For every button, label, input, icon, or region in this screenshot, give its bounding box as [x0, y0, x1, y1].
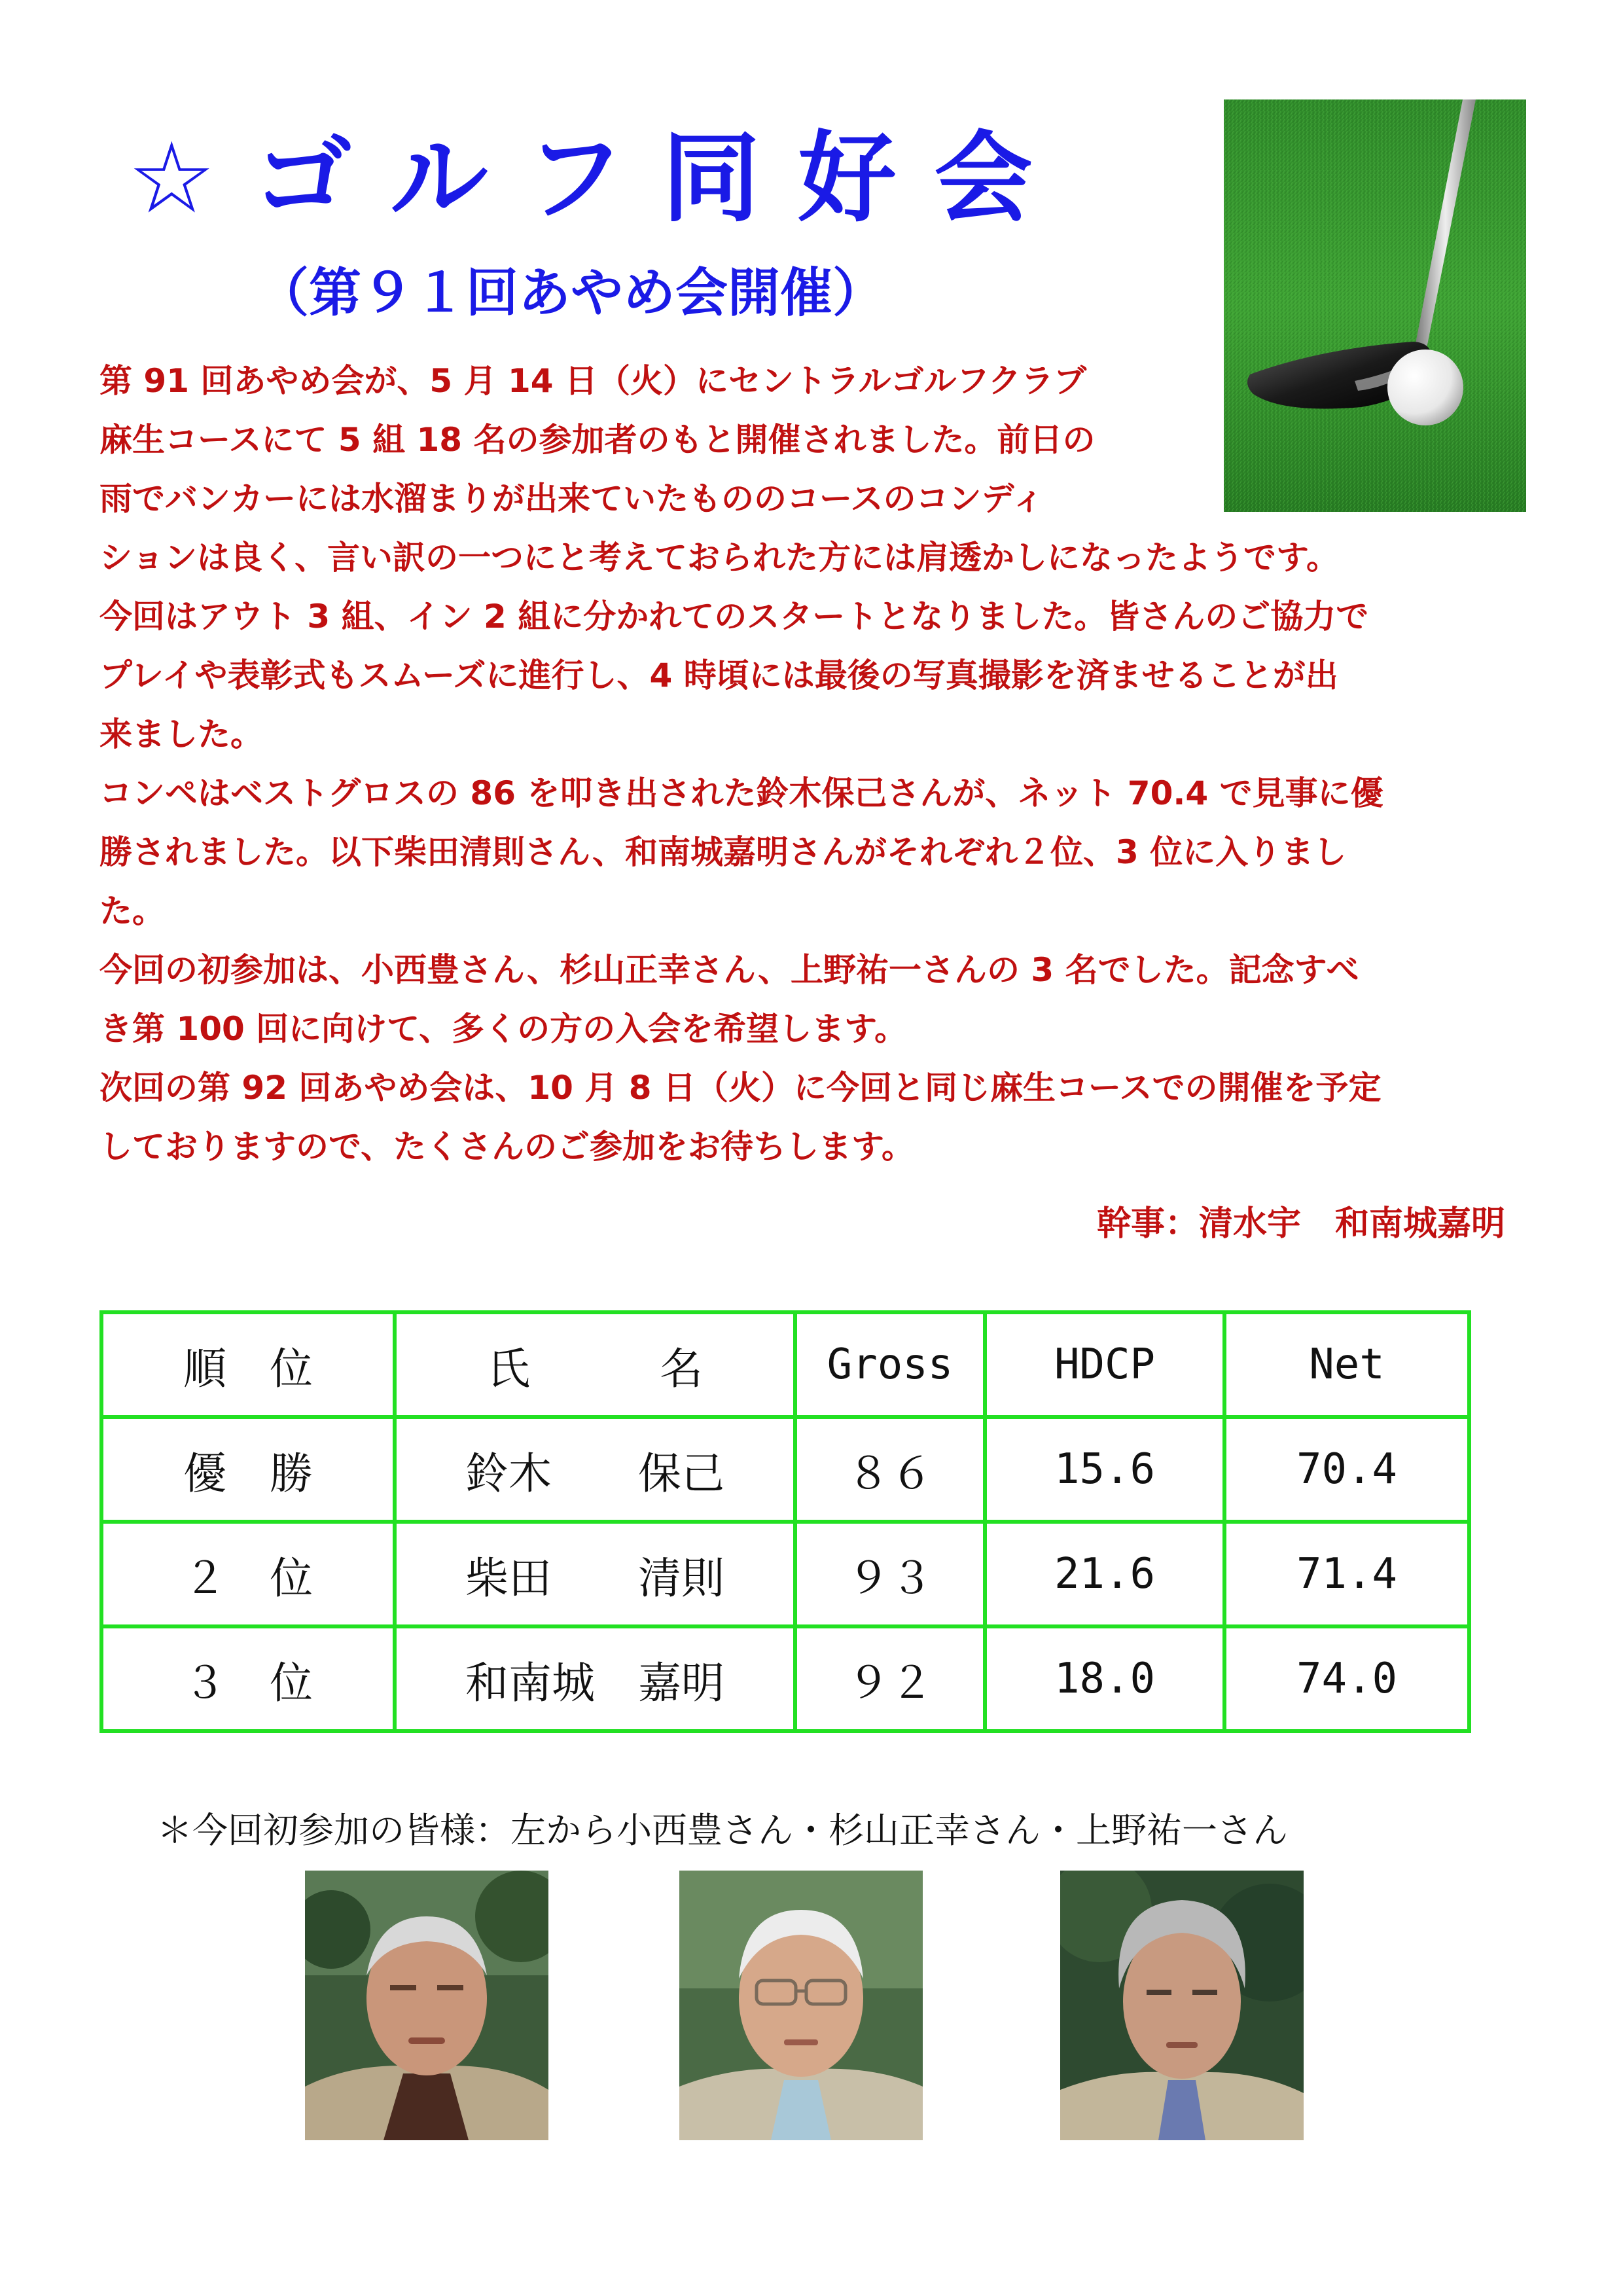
article-line: 第 91 回あやめ会が、5 月 14 日（火）にセントラルゴルフクラブ — [99, 362, 1086, 400]
gross-cell: ８６ — [795, 1417, 985, 1522]
rank-cell: ２ 位 — [101, 1522, 395, 1626]
article-line: 勝されました。以下柴田清則さん、和南城嘉明さんがそれぞれ２位、3 位に入りまし — [99, 833, 1347, 871]
article-line: コンペはベストグロスの 86 を叩き出された鈴木保己さんが、ネット 70.4 で見事に優 — [99, 774, 1383, 812]
page-title: ☆ゴルフ同好会 — [128, 122, 1071, 236]
header-hdcp: HDCP — [985, 1312, 1224, 1417]
hdcp-cell: 18.0 — [985, 1626, 1224, 1731]
results-table — [99, 1310, 1467, 1733]
rank-cell: 優 勝 — [101, 1417, 395, 1522]
name-cell: 鈴木 保己 — [395, 1417, 795, 1522]
rank-cell: ３ 位 — [101, 1626, 395, 1731]
article-line: 次回の第 92 回あやめ会は、10 月 8 日（火）に今回と同じ麻生コースでの開催を予定 — [99, 1069, 1382, 1107]
portrait-photo-konishi — [305, 1871, 548, 2140]
gross-cell: ９３ — [795, 1522, 985, 1626]
article-line: た。 — [99, 892, 165, 930]
table-row — [101, 1417, 1469, 1522]
article-line: 今回の初参加は、小西豊さん、杉山正幸さん、上野祐一さんの 3 名でした。記念すべ — [99, 951, 1359, 989]
article-line: しておりますので、たくさんのご参加をお待ちします。 — [99, 1128, 914, 1166]
header-rank: 順 位 — [101, 1312, 395, 1417]
article-line: プレイや表彰式もスムーズに進行し、4 時頃には最後の写真撮影を済ませることが出 — [99, 656, 1338, 694]
article-line: 麻生コースにて 5 組 18 名の参加者のもと開催されました。前日の — [99, 421, 1096, 459]
gross-cell: ９２ — [795, 1626, 985, 1731]
article-line: 来ました。 — [99, 715, 263, 753]
portrait-photo-ueno — [1060, 1871, 1304, 2140]
name-cell: 柴田 清則 — [395, 1522, 795, 1626]
photo-caption: ＊今回初参加の皆様：左から小西豊さん・杉山正幸さん・上野祐一さん — [157, 1810, 1288, 1851]
name-cell: 和南城 嘉明 — [395, 1626, 795, 1731]
net-cell: 71.4 — [1224, 1522, 1469, 1626]
net-cell: 74.0 — [1224, 1626, 1469, 1731]
article-line: ションは良く、言い訳の一つにと考えておられた方には肩透かしになったようです。 — [99, 539, 1339, 577]
header-net: Net — [1224, 1312, 1469, 1417]
table-row — [101, 1522, 1469, 1626]
header-gross: Gross — [795, 1312, 985, 1417]
organizer-credit: 幹事：清水宇 和南城嘉明 — [1096, 1204, 1505, 1244]
table-header-row — [101, 1312, 1469, 1417]
article-line: 雨でバンカーには水溜まりが出来ていたもののコースのコンディ — [99, 480, 1044, 518]
net-cell: 70.4 — [1224, 1417, 1469, 1522]
table-row — [101, 1626, 1469, 1731]
hdcp-cell: 15.6 — [985, 1417, 1224, 1522]
article-line: 今回はアウト 3 組、イン 2 組に分かれてのスタートとなりました。皆さんのご協力で — [99, 598, 1369, 636]
portrait-photo-sugiyama — [679, 1871, 923, 2140]
article-line: き第 100 回に向けて、多くの方の入会を希望します。 — [99, 1010, 908, 1048]
page-subtitle: （第９１回あやめ会開催） — [257, 262, 885, 323]
header-name: 氏 名 — [395, 1312, 795, 1417]
hdcp-cell: 21.6 — [985, 1522, 1224, 1626]
golf-club-photo — [1224, 99, 1526, 512]
